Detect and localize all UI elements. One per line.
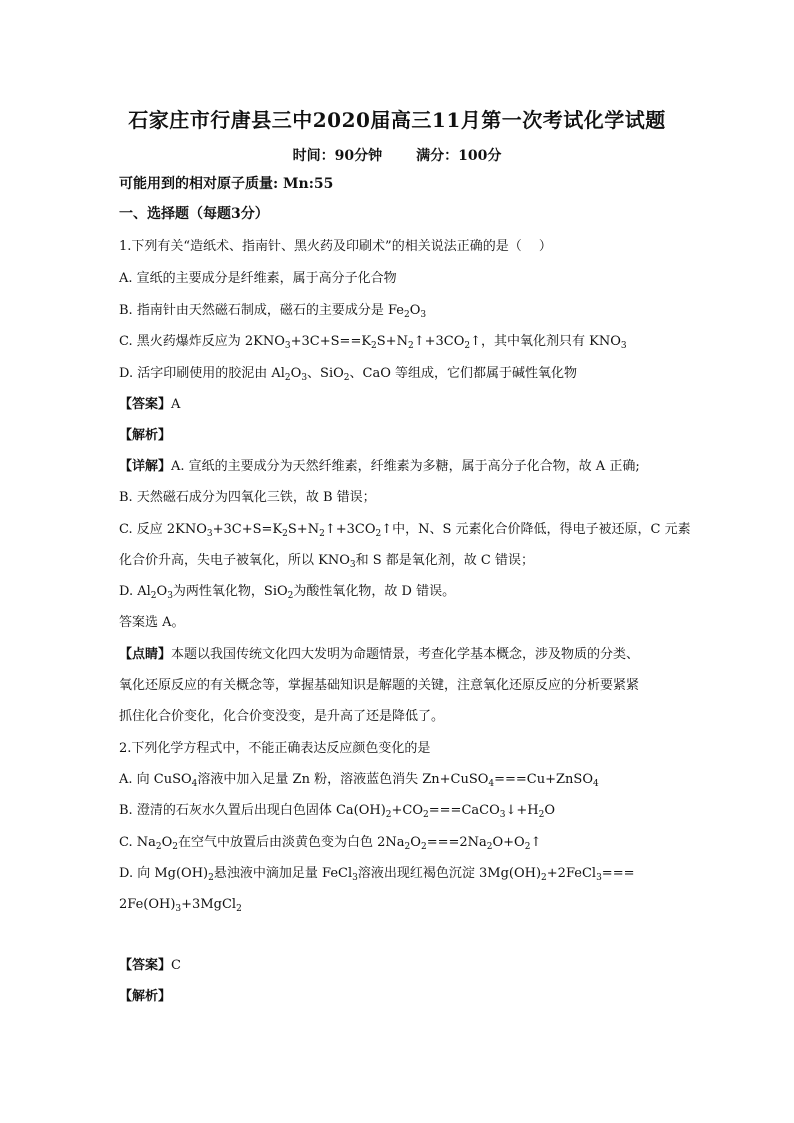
q1-option-c: C. 黑火药爆炸反应为 $2KNO_3+3C+S==K_2S+N_2↑+3CO_2↑$，其中氧化剂只有 $KNO_3$ <box>119 334 627 351</box>
section-heading: 一、选择题（每题3分） <box>119 206 269 222</box>
detail-text: A. 宣纸的主要成分为天然纤维素，纤维素为多糖，属于高分子化合物，故 A 正确; <box>171 459 640 474</box>
page-title: 石家庄市行唐县三中2020届高三11月第一次考试化学试题 <box>128 108 666 132</box>
exam-time: 时间：90分钟 <box>292 148 383 164</box>
q2-option-d: D. 向 $Mg(OH)_2$悬浊液中滴加足量 FeCl$_3$溶液出现红褐色沉淀 $3Mg(OH)_2+2FeCl_3===$ <box>119 866 635 883</box>
q2-stem: 2.下列化学方程式中，不能正确表达反应颜色变化的是 <box>119 741 431 756</box>
q1-option-d: D. 活字印刷使用的胶泥由 $Al_2O_3$、SiO$_2$、CaO 等组成，它们都属于碱性氧化物 <box>119 366 578 383</box>
answer-tag: 【答案】 <box>119 397 172 412</box>
q2-option-a: A. 向 CuSO$_4$溶液中加入足量 Zn 粉，溶液蓝色消失 Zn+CuSO$_4$===Cu+ZnSO$_4$ <box>119 772 599 789</box>
q2-answer <box>119 957 181 975</box>
q2-option-c: C. $Na_2O_2$在空气中放置后由淡黄色变为白色 $2Na_2O_2===2Na_2O+O_2↑$ <box>119 835 542 852</box>
q1-detail-4: 化合价升高，失电子被氧化，所以 $KNO_3$和 S 都是氧化剂，故 C 错误； <box>119 553 535 570</box>
q1-option-b: B. 指南针由天然磁石制成，磁石的主要成分是 $Fe_2O_3$ <box>119 303 427 320</box>
detail-tag: 【详解】 <box>119 459 172 474</box>
q1-detail-2: B. 天然磁石成分为四氧化三铁，故 B 错误； <box>119 490 376 505</box>
q1-tip-2: 氧化还原反应的有关概念等，掌握基础知识是解题的关键，注意氧化还原反应的分析要紧紧 <box>119 678 640 693</box>
tip-tag: 【点睛】 <box>119 647 172 662</box>
q1-detail-1 <box>119 458 640 476</box>
q2-option-d-cont: $2Fe(OH)_3+3MgCl_2$ <box>119 897 242 914</box>
q2-analysis-tag: 【解析】 <box>119 989 172 1004</box>
tip-text: 本题以我国传统文化四大发明为命题情景，考查化学基本概念，涉及物质的分类、 <box>171 647 640 662</box>
exam-score: 满分：100分 <box>416 148 502 164</box>
q1-answer <box>119 396 180 414</box>
answer-value: A <box>171 397 181 412</box>
q2-option-b: B. 澄清的石灰水久置后出现白色固体 $Ca(OH)_2+CO_2===CaCO_3↓+H_2O$ <box>119 803 556 820</box>
q1-choose: 答案选 A。 <box>119 615 185 630</box>
atomic-mass-note: 可能用到的相对原子质量: Mn:55 <box>119 176 334 192</box>
q1-tip-1 <box>119 646 639 664</box>
q1-detail-5: D. $Al_2O_3$为两性氧化物，SiO$_2$为酸性氧化物，故 D 错误。 <box>119 584 456 601</box>
q1-detail-3: C. 反应 $2KNO_3+3C+S=K_2S+N_2↑+3CO_2↑$中，N、S 元素化合价降低，得电子被还原，C 元素 <box>119 522 691 539</box>
q1-tip-3: 抓住化合价变化，化合价变没变，是升高了还是降低了。 <box>119 709 445 724</box>
q1-analysis-tag: 【解析】 <box>119 428 172 443</box>
exam-info <box>0 145 794 165</box>
answer-tag: 【答案】 <box>119 958 172 973</box>
q1-stem: 1.下列有关“造纸术、指南针、黑火药及印刷术”的相关说法正确的是（ ） <box>119 239 552 254</box>
q1-option-a: A. 宣纸的主要成分是纤维素，属于高分子化合物 <box>119 271 397 286</box>
answer-value: C <box>171 958 181 973</box>
